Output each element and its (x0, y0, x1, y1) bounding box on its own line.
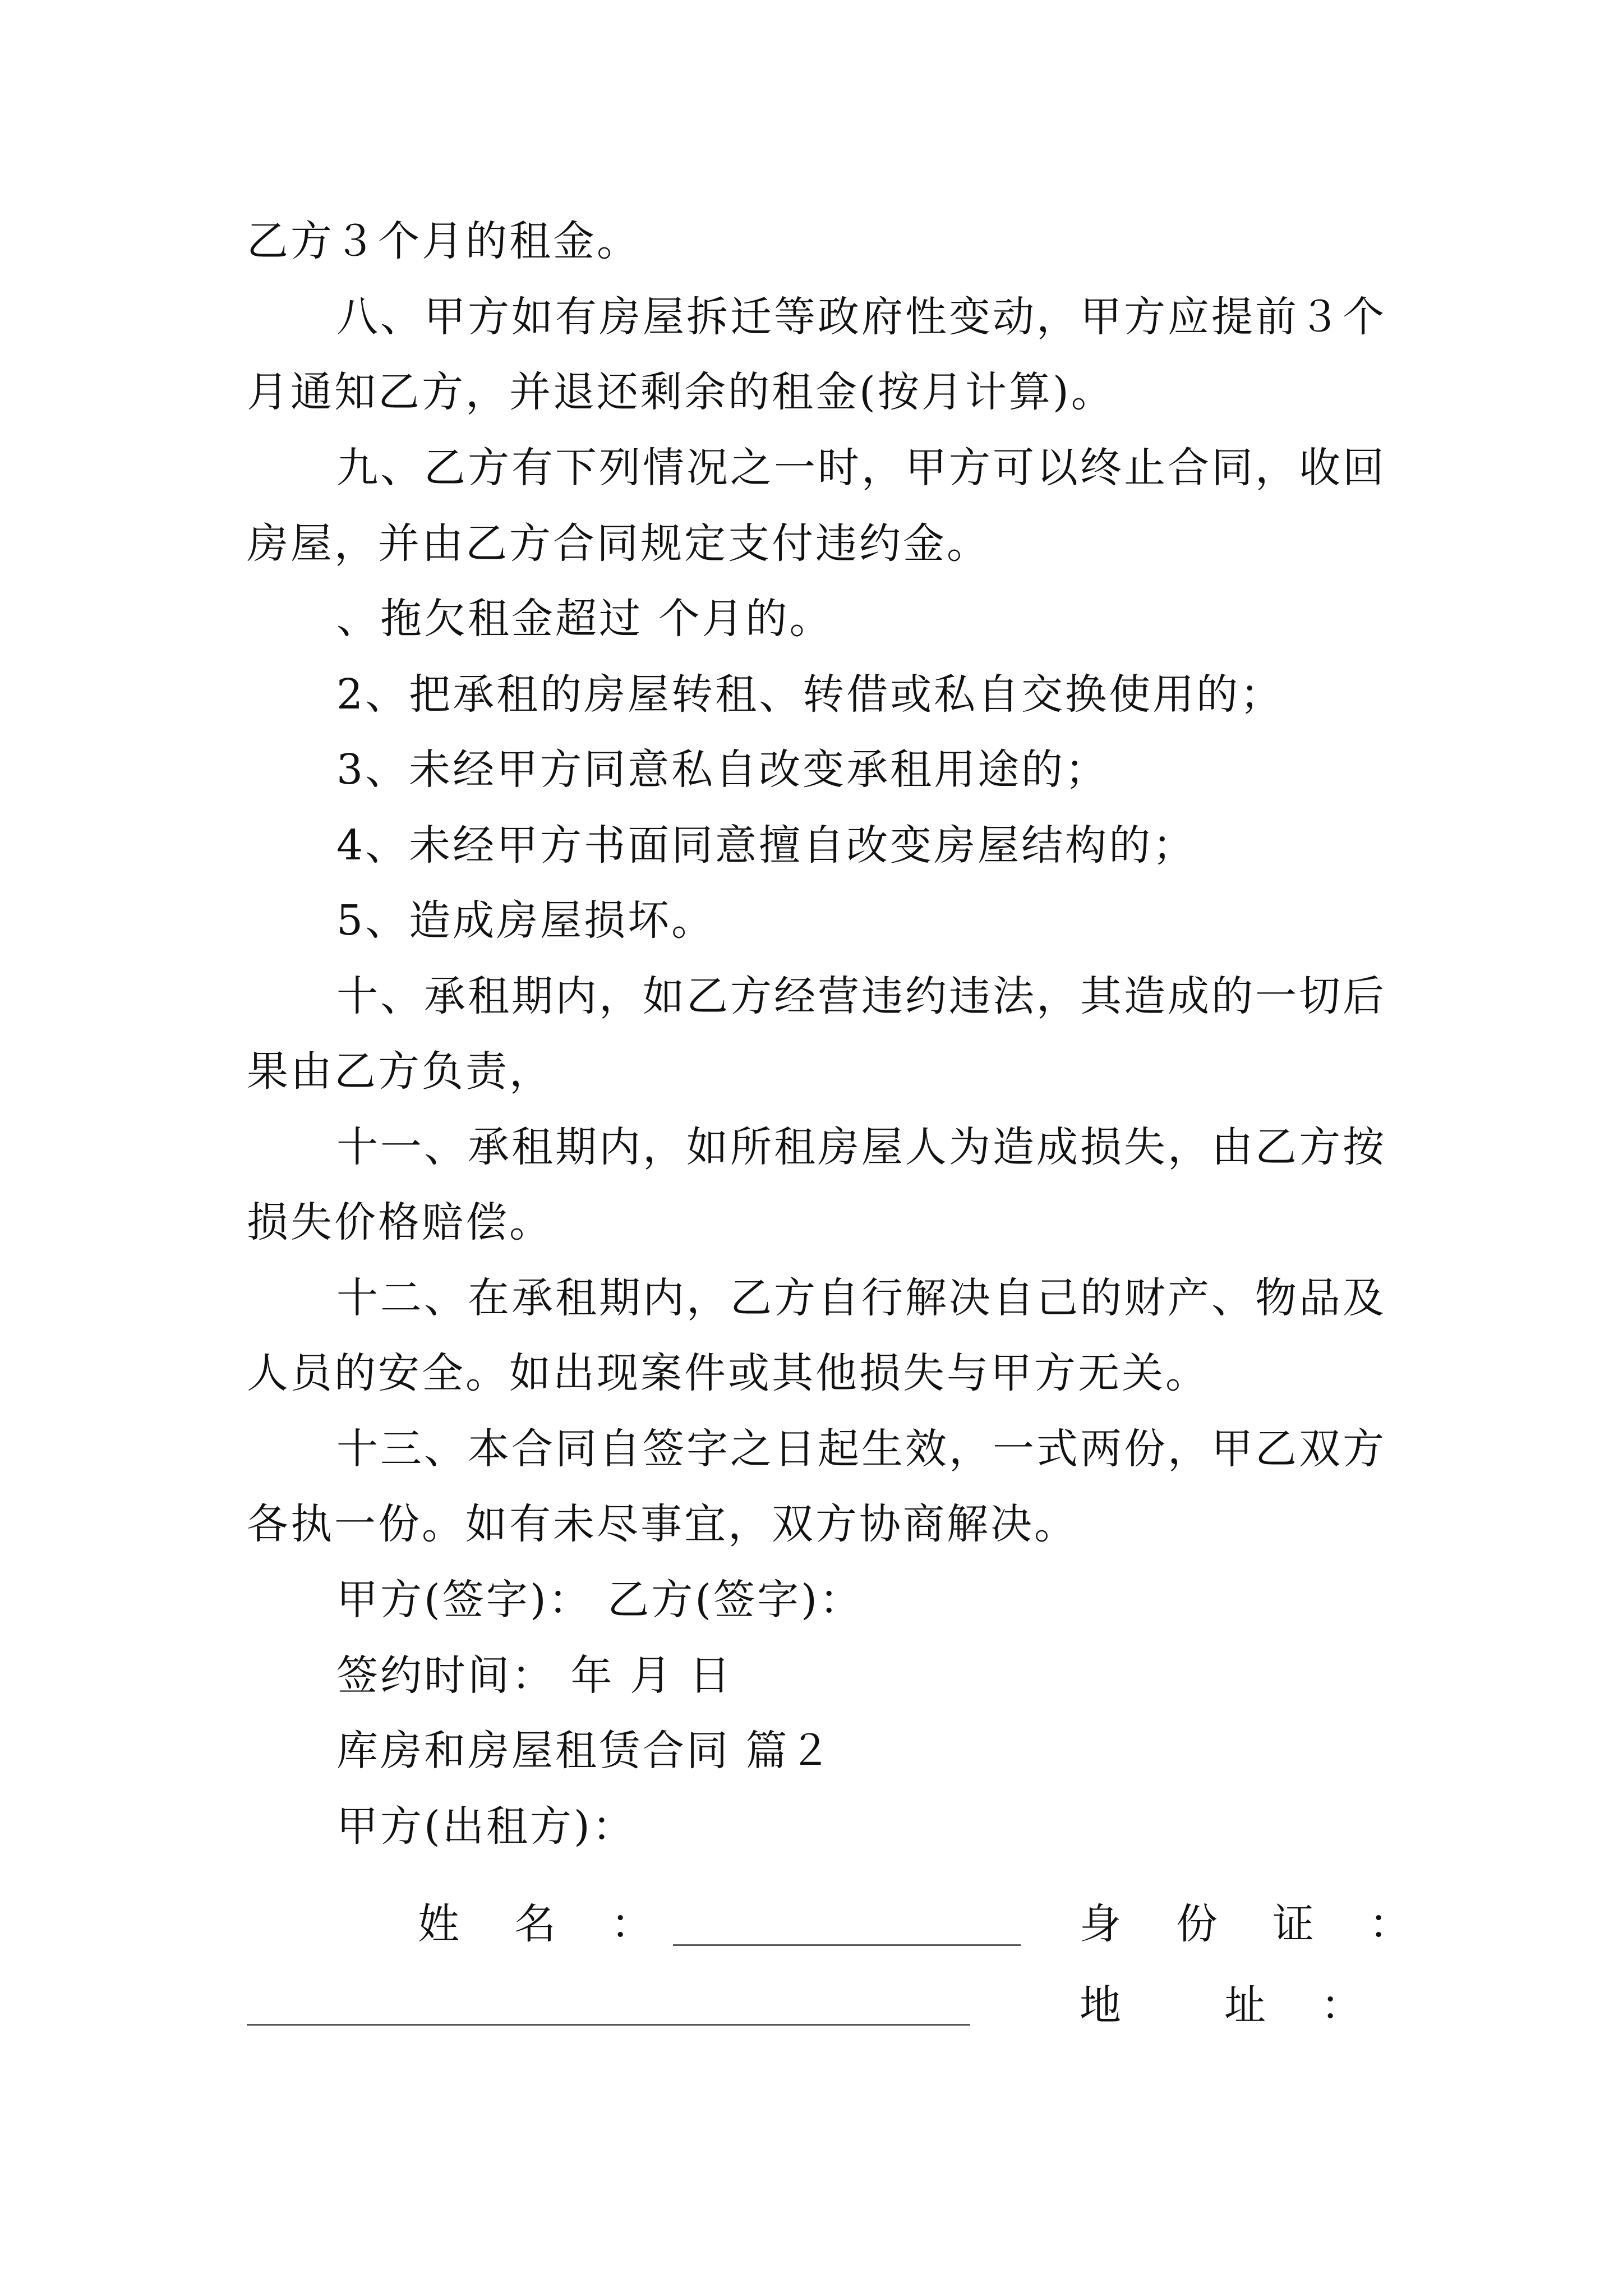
name-underline (673, 1944, 1021, 1946)
paragraph-line: 月通知乙方，并退还剩余的租金(按月计算)。 (247, 368, 1115, 416)
paragraph-line: 九、乙方有下列情况之一时，甲方可以终止合同，收回 (336, 444, 1386, 492)
paragraph-line: 十三、本合同自签字之日起生效，一式两份，甲乙双方 (336, 1425, 1386, 1473)
paragraph-line: 房屋，并由乙方合同规定支付违约金。 (247, 519, 990, 568)
paragraph-line: 损失价格赔偿。 (247, 1198, 553, 1246)
paragraph-line: 十二、在承租期内，乙方自行解决自己的财产、物品及 (336, 1274, 1386, 1322)
paragraph-line: 签约时间： 年 月 日 (336, 1651, 733, 1700)
name-label: 姓 名 ： (418, 1900, 659, 1948)
id-label: 身 份 证 ： (1080, 1900, 1417, 1948)
address-label: 地 址 ： (1080, 1981, 1369, 2030)
paragraph-line: 2、把承租的房屋转租、转借或私自交换使用的； (336, 670, 1284, 719)
paragraph-line: 库房和房屋租赁合同 篇２ (336, 1727, 833, 1775)
paragraph-line: 八、甲方如有房屋拆迁等政府性变动，甲方应提前３个 (336, 293, 1386, 341)
paragraph-line: 甲方(出租方)： (336, 1802, 636, 1851)
paragraph-line: 人员的安全。如出现案件或其他损失与甲方无关。 (247, 1349, 1209, 1397)
id-underline (247, 2024, 970, 2026)
paragraph-line: 3、未经甲方同意私自改变承租用途的； (336, 746, 1109, 794)
paragraph-line: 十、承租期内，如乙方经营违约违法，其造成的一切后 (336, 972, 1386, 1020)
paragraph-line: 各执一份。如有未尽事宜，双方协商解决。 (247, 1500, 1078, 1548)
paragraph-line: 5、造成房屋损坏。 (336, 896, 716, 945)
paragraph-line: 、拖欠租金超过 个月的。 (336, 595, 833, 643)
paragraph-line: 乙方３个月的租金。 (247, 217, 640, 265)
paragraph-line: 4、未经甲方书面同意擅自改变房屋结构的； (336, 821, 1197, 869)
paragraph-line: 十一、承租期内，如所租房屋人为造成损失，由乙方按 (336, 1123, 1386, 1171)
paragraph-line: 果由乙方负责， (247, 1047, 553, 1096)
paragraph-line: 甲方(签字)： 乙方(签字)： (336, 1576, 864, 1624)
